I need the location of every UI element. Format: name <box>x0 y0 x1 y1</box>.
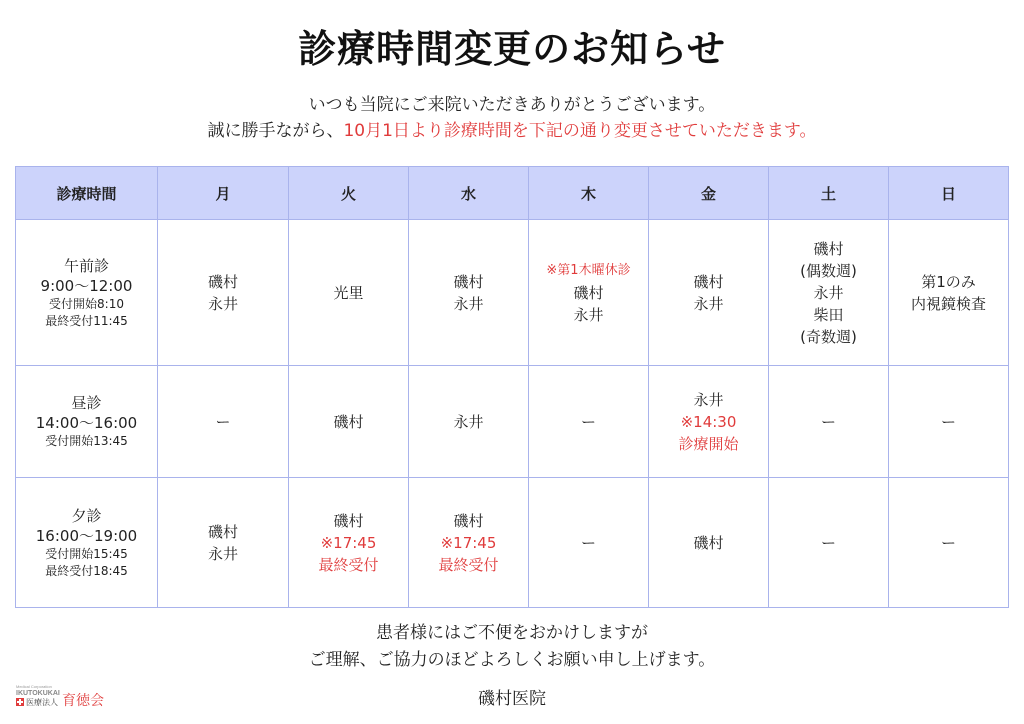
schedule-cell <box>289 478 409 608</box>
schedule-cell <box>158 366 289 478</box>
schedule-row <box>16 478 1009 608</box>
schedule-note: ※14:30 <box>680 412 737 431</box>
intro-line-1: いつも当院にご来院いただきありがとうございます。 <box>308 95 716 115</box>
schedule-cell <box>889 366 1009 478</box>
schedule-cell <box>289 220 409 366</box>
schedule-note: 最終受付 <box>438 555 499 574</box>
time-slot-hours: 9:00〜12:00 <box>40 276 133 295</box>
day-header: 火 <box>289 167 409 220</box>
schedule-cell <box>529 366 649 478</box>
svg-text:Medical Corporation: Medical Corporation <box>16 684 52 689</box>
schedule-cell <box>289 366 409 478</box>
doctor-name: 磯村 <box>813 239 844 258</box>
schedule-cell <box>158 478 289 608</box>
schedule-cell <box>409 478 529 608</box>
doctor-name: ー <box>940 412 956 431</box>
doctor-name: 柴田 <box>813 305 844 324</box>
doctor-name: 光里 <box>333 283 364 302</box>
day-header: 日 <box>889 167 1009 220</box>
doctor-name: ー <box>820 412 836 431</box>
schedule-cell <box>769 366 889 478</box>
doctor-name: ー <box>215 412 231 431</box>
intro-line-2-prefix: 誠に勝手ながら、 <box>207 121 344 141</box>
time-slot-hours: 14:00〜16:00 <box>35 414 138 432</box>
closing-line-2: ご理解、ご協力のほどよろしくお願い申し上げます。 <box>308 650 716 670</box>
doctor-name: 永井 <box>693 294 724 313</box>
time-slot-hours: 16:00〜19:00 <box>35 526 138 545</box>
doctor-name: ー <box>580 533 596 552</box>
svg-text:IKUTOKUKAI: IKUTOKUKAI <box>16 690 60 697</box>
schedule-cell <box>769 220 889 366</box>
doctor-name: 磯村 <box>693 272 724 291</box>
schedule-note: ※第1木曜休診 <box>546 262 631 278</box>
time-slot-note: 受付開始8:10 <box>49 296 124 311</box>
day-header: 水 <box>409 167 529 220</box>
doctor-name: 磯村 <box>207 522 238 541</box>
schedule-note: 診療開始 <box>678 434 739 453</box>
intro-line-2 <box>0 118 1024 144</box>
svg-text:育徳会: 育徳会 <box>62 693 104 709</box>
doctor-name: 磯村 <box>207 272 238 291</box>
schedule-row <box>16 366 1009 478</box>
schedule-table <box>15 166 1009 608</box>
schedule-cell <box>409 220 529 366</box>
schedule-header-row <box>16 167 1009 220</box>
doctor-name: 磯村 <box>453 272 484 291</box>
schedule-cell <box>649 478 769 608</box>
schedule-cell <box>769 478 889 608</box>
intro-message <box>0 92 1024 144</box>
schedule-cell <box>529 220 649 366</box>
doctor-name: 磯村 <box>333 412 364 431</box>
schedule-cell <box>649 366 769 478</box>
schedule-cell <box>529 478 649 608</box>
schedule-note: ※17:45 <box>440 533 497 552</box>
time-slot-name: 昼診 <box>71 394 102 412</box>
time-slot-cell <box>16 220 158 366</box>
doctor-name: (偶数週) <box>800 261 857 280</box>
schedule-cell <box>158 220 289 366</box>
schedule-cell <box>649 220 769 366</box>
clinic-logo <box>14 682 144 716</box>
time-slot-note: 最終受付18:45 <box>45 563 128 578</box>
closing-line-1: 患者様にはご不便をおかけしますが <box>376 623 648 643</box>
schedule-cell <box>889 220 1009 366</box>
doctor-name: ー <box>940 533 956 552</box>
svg-text:医療法人: 医療法人 <box>26 698 58 707</box>
day-header: 木 <box>529 167 649 220</box>
time-slot-note: 受付開始13:45 <box>45 434 128 448</box>
corner-header: 診療時間 <box>16 167 158 220</box>
doctor-name: 磯村 <box>693 533 724 552</box>
doctor-name: 第1のみ <box>921 272 976 291</box>
doctor-name: 永井 <box>453 412 484 431</box>
doctor-name: 永井 <box>207 544 238 563</box>
doctor-name: 磯村 <box>453 511 484 530</box>
time-slot-name: 夕診 <box>71 506 102 525</box>
doctor-name: (奇数週) <box>800 327 857 346</box>
time-slot-cell <box>16 478 158 608</box>
doctor-name: 永井 <box>207 294 238 313</box>
schedule-cell <box>409 366 529 478</box>
doctor-name: 永井 <box>693 390 724 409</box>
day-header: 土 <box>769 167 889 220</box>
clinic-name: 磯村医院 <box>478 689 546 709</box>
intro-change-notice: 10月1日より診療時間を下記の通り変更させていただきます。 <box>343 121 817 141</box>
doctor-name: 永井 <box>813 283 844 302</box>
doctor-name: ー <box>820 533 836 552</box>
doctor-name: 永井 <box>453 294 484 313</box>
doctor-name: 磯村 <box>573 283 604 302</box>
time-slot-note: 最終受付11:45 <box>45 313 128 328</box>
schedule-note: 最終受付 <box>318 555 379 574</box>
doctor-name: ー <box>580 412 596 431</box>
time-slot-cell <box>16 366 158 478</box>
time-slot-name: 午前診 <box>63 256 109 275</box>
day-header: 金 <box>649 167 769 220</box>
schedule-cell <box>889 478 1009 608</box>
schedule-row <box>16 220 1009 366</box>
doctor-name: 永井 <box>573 305 604 324</box>
day-header: 月 <box>158 167 289 220</box>
schedule-note: ※17:45 <box>320 533 377 552</box>
page-title: 診療時間変更のお知らせ <box>298 27 726 71</box>
time-slot-note: 受付開始15:45 <box>45 546 128 561</box>
doctor-name: 磯村 <box>333 511 364 530</box>
doctor-name: 内視鏡検査 <box>910 294 986 313</box>
closing-message <box>0 620 1024 674</box>
